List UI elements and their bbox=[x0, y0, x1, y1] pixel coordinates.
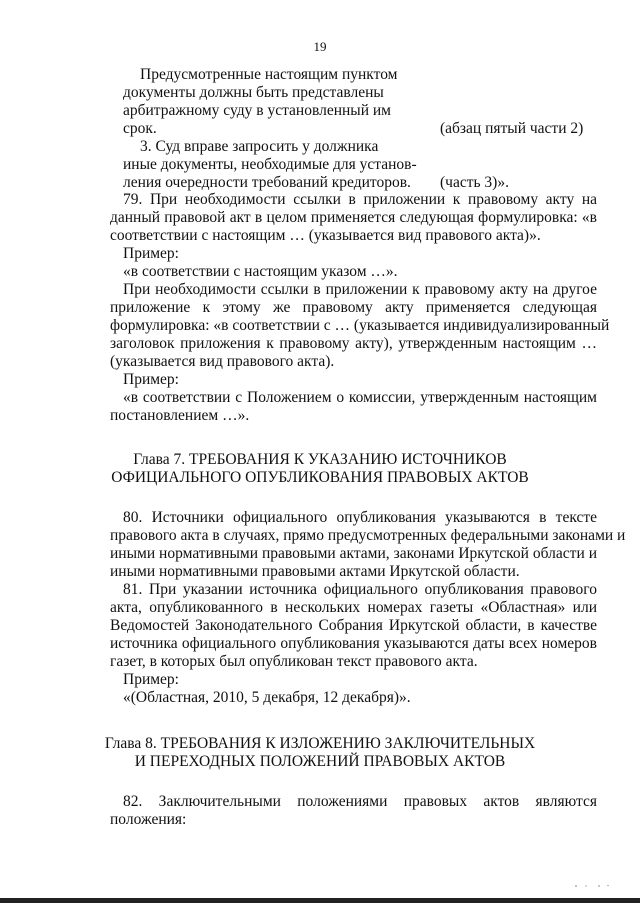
example-label: Пример: bbox=[123, 371, 179, 388]
paragraph-line: При необходимости ссылки в приложении к правовому акту на другое bbox=[123, 281, 597, 298]
paragraph-line: Ведомостей Законодательного Собрания Иркутской области, в качестве bbox=[110, 617, 597, 634]
paragraph-line: акта, опубликованного в нескольких номерах газеты «Областная» или bbox=[110, 599, 597, 616]
chapter-7-heading: ОФИЦИАЛЬНОГО ОПУБЛИКОВАНИЯ ПРАВОВЫХ АКТОВ bbox=[111, 469, 529, 486]
paragraph-line: правового акта в случаях, прямо предусмотренных федеральными законами и bbox=[110, 527, 626, 544]
example-text: «(Областная, 2010, 5 декабря, 12 декабря)». bbox=[123, 689, 411, 706]
paragraph-line: положения: bbox=[110, 811, 187, 828]
quote-line: срок. bbox=[123, 120, 157, 137]
paragraph-line: газет, в которых был опубликован текст правового акта. bbox=[110, 653, 478, 670]
chapter-8-heading: И ПЕРЕХОДНЫХ ПОЛОЖЕНИЙ ПРАВОВЫХ АКТОВ bbox=[134, 753, 506, 770]
paragraph-line: иными нормативными правовыми актами Иркутской области. bbox=[110, 563, 520, 580]
quote-line: иные документы, необходимые для установ- bbox=[123, 156, 417, 173]
chapter-8-heading: Глава 8. ТРЕБОВАНИЯ К ИЗЛОЖЕНИЮ ЗАКЛЮЧИТЕЛЬНЫХ bbox=[104, 735, 536, 752]
paragraph-line: 80. Источники официального опубликования указываются в тексте bbox=[123, 509, 597, 526]
chapter-7-heading: Глава 7. ТРЕБОВАНИЯ К УКАЗАНИЮ ИСТОЧНИКОВ bbox=[133, 451, 507, 468]
scan-specks bbox=[572, 884, 612, 888]
paragraph-line: 81. При указании источника официального опубликования правового bbox=[123, 581, 597, 598]
page-number: 19 bbox=[313, 39, 327, 54]
paragraph-line: иными нормативными правовыми актами, законами Иркутской области и bbox=[110, 545, 597, 562]
example-text: «в соответствии с Положением о комиссии, утвержденным настоящим bbox=[123, 389, 597, 406]
paragraph-line: данный правовой акт в целом применяется следующая формулировка: «в bbox=[110, 209, 597, 226]
quote-reference: (часть 3)». bbox=[440, 174, 509, 191]
quote-reference: (абзац пятый части 2) bbox=[440, 120, 584, 137]
paragraph-line: 82. Заключительными положениями правовых актов являются bbox=[123, 793, 597, 810]
paragraph-line: соответствии с настоящим … (указывается вид правового акта)». bbox=[110, 227, 541, 244]
example-label: Пример: bbox=[123, 245, 179, 262]
paragraph-line: формулировка: «в соответствии с … (указывается индивидуализированный bbox=[110, 317, 610, 334]
paragraph-line: источника официального опубликования указываются даты всех номеров bbox=[110, 635, 597, 652]
scan-bottom-edge bbox=[0, 898, 640, 903]
example-label: Пример: bbox=[123, 671, 179, 688]
quote-line: документы должны быть представлены bbox=[123, 84, 384, 101]
paragraph-line: заголовок приложения к правовому акту), утвержденным настоящим … bbox=[110, 335, 597, 352]
paragraph-line: (указывается вид правового акта). bbox=[110, 353, 335, 370]
example-text: постановлением …». bbox=[110, 407, 250, 424]
paragraph-line: приложение к этому же правовому акту применяется следующая bbox=[110, 299, 597, 316]
quote-line: 3. Суд вправе запросить у должника bbox=[140, 138, 379, 155]
example-text: «в соответствии с настоящим указом …». bbox=[123, 263, 398, 280]
paragraph-line: 79. При необходимости ссылки в приложении к правовому акту на bbox=[123, 191, 597, 208]
quote-line: арбитражному суду в установленный им bbox=[123, 102, 391, 119]
quote-line: Предусмотренные настоящим пунктом bbox=[140, 66, 398, 83]
quote-line: ления очередности требований кредиторов. bbox=[123, 174, 411, 191]
